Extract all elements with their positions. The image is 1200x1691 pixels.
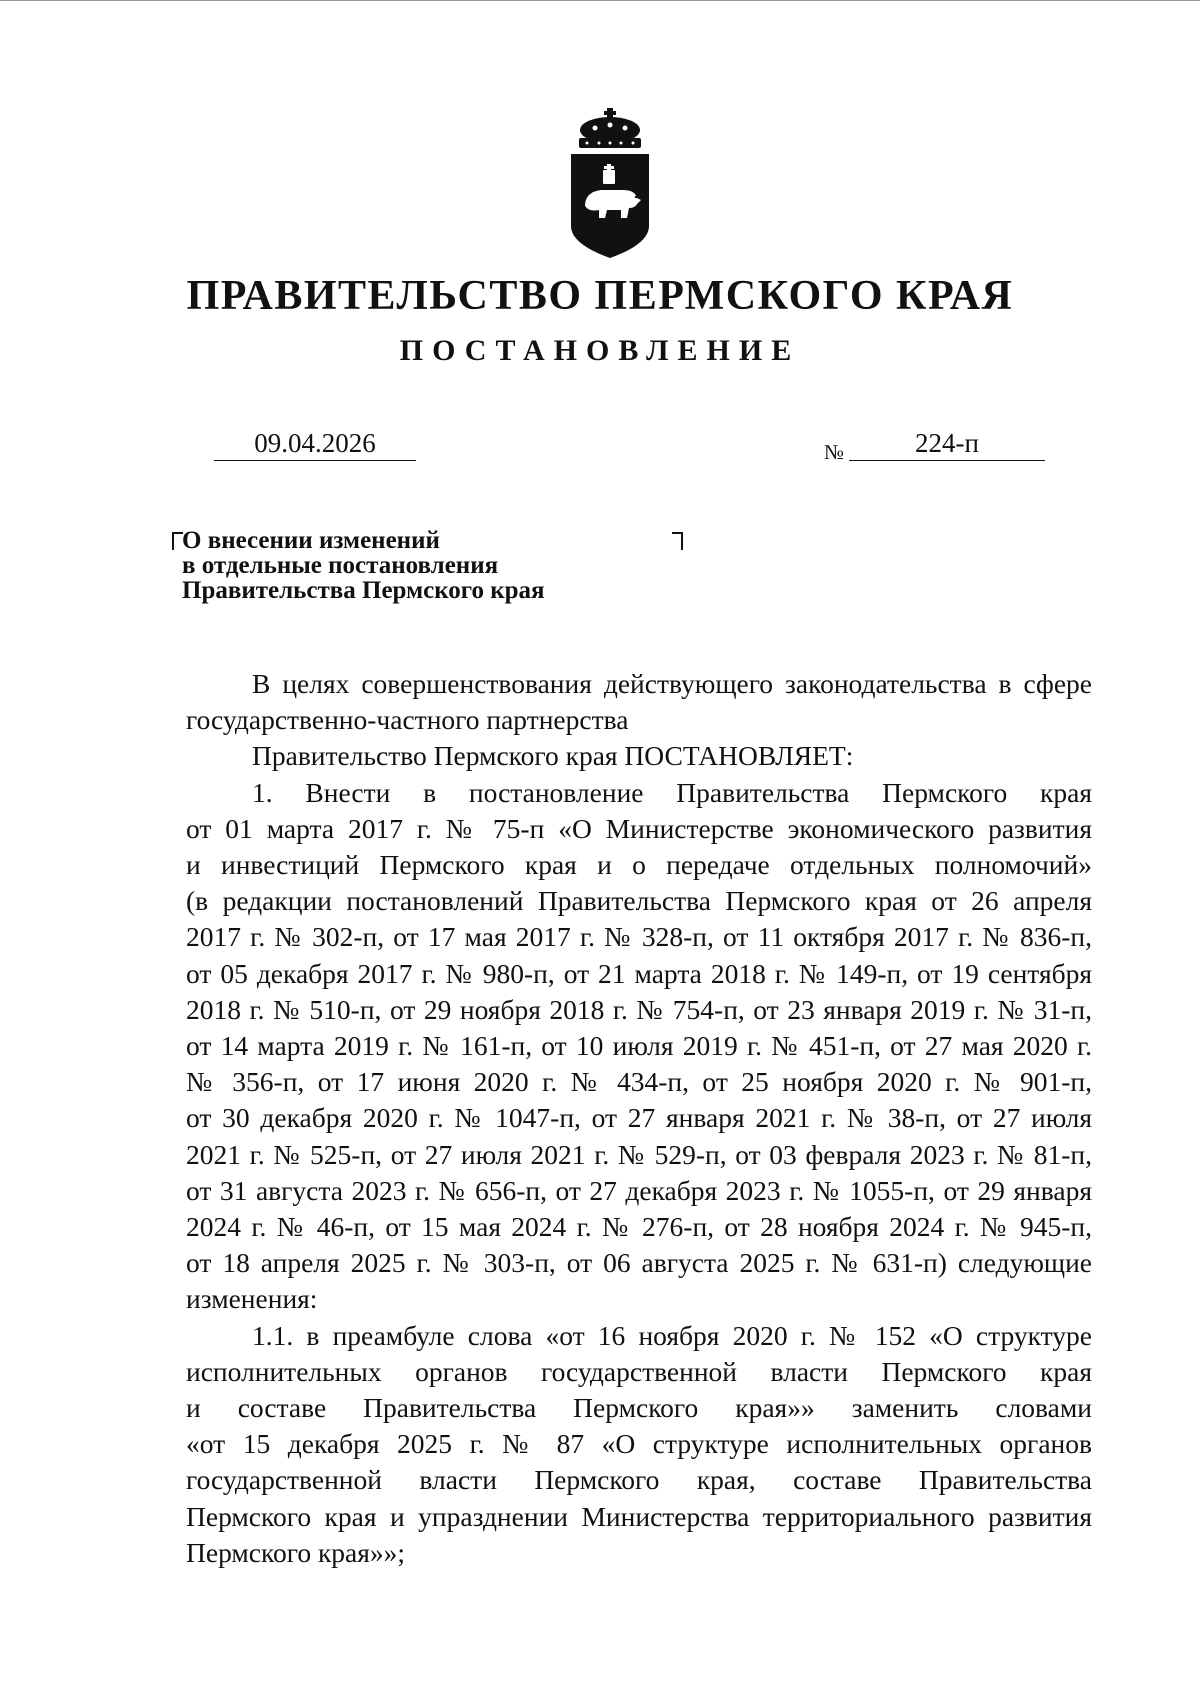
body-line: Правительство Пермского края ПОСТАНОВЛЯЕТ:: [252, 740, 854, 772]
page-top-edge: [0, 0, 1200, 1]
number-sign: №: [824, 440, 845, 464]
body-line: от 14 марта 2019 г. № 161-п, от 10 июля 2019 г. № 451-п, от 27 мая 2020 г.: [186, 1030, 1092, 1062]
document-subject: [182, 528, 662, 603]
subject-line: Правительства Пермского края: [182, 577, 545, 604]
body-line: и составе Правительства Пермского края»» заменить словами: [186, 1392, 1092, 1424]
body-line: от 31 августа 2023 г. № 656-п, от 27 декабря 2023 г. № 1055-п, от 29 января: [186, 1174, 1092, 1206]
body-line: 1. Внести в постановление Правительства Пермского края: [252, 776, 1092, 808]
subject-line: О внесении изменений: [182, 527, 440, 554]
body-line: от 01 марта 2017 г. № 75-п «О Министерстве экономического развития: [186, 812, 1092, 844]
body-line: 2018 г. № 510-п, от 29 ноября 2018 г. № 754-п, от 23 января 2019 г. № 31-п,: [186, 993, 1092, 1025]
body-line: изменения:: [186, 1283, 318, 1315]
body-line: государственной власти Пермского края, составе Правительства: [186, 1464, 1092, 1496]
subject-line: в отдельные постановления: [182, 552, 499, 579]
document-type-title: ПОСТАНОВЛЕНИЕ: [399, 334, 801, 367]
body-line: 2017 г. № 302-п, от 17 мая 2017 г. № 328-п, от 11 октября 2017 г. № 836-п,: [186, 921, 1092, 953]
body-line: Пермского края»»;: [186, 1536, 406, 1568]
body-line: от 18 апреля 2025 г. № 303-п, от 06 августа 2025 г. № 631-п) следующие: [186, 1247, 1092, 1279]
body-line: исполнительных органов государственной власти Пермского края: [186, 1355, 1092, 1387]
body-line: «от 15 декабря 2025 г. № 87 «О структуре исполнительных органов: [186, 1428, 1092, 1460]
body-line: 2021 г. № 525-п, от 27 июля 2021 г. № 529-п, от 03 февраля 2023 г. № 81-п,: [186, 1138, 1092, 1170]
body-line: № 356-п, от 17 июня 2020 г. № 434-п, от 25 ноября 2020 г. № 901-п,: [186, 1066, 1092, 1098]
body-line: и инвестиций Пермского края и о передаче отдельных полномочий»: [186, 849, 1092, 881]
subject-corner-right: [672, 532, 683, 550]
document-number: 224-п: [849, 428, 1045, 461]
government-title: ПРАВИТЕЛЬСТВО ПЕРМСКОГО КРАЯ: [186, 273, 1014, 319]
document-body: [186, 666, 1092, 1571]
body-line: от 05 декабря 2017 г. № 980-п, от 21 марта 2018 г. № 149-п, от 19 сентября: [186, 957, 1092, 989]
body-line: от 30 декабря 2020 г. № 1047-п, от 27 января 2021 г. № 38-п, от 27 июля: [186, 1102, 1092, 1134]
body-line: государственно-частного партнерства: [186, 704, 629, 736]
perm-krai-coat-of-arms: [565, 108, 655, 258]
document-date: 09.04.2026: [214, 428, 416, 461]
body-line: (в редакции постановлений Правительства Пермского края от 26 апреля: [186, 885, 1092, 917]
body-line: В целях совершенствования действующего законодательства в сфере: [252, 668, 1092, 699]
body-line: 2024 г. № 46-п, от 15 мая 2024 г. № 276-п, от 28 ноября 2024 г. № 945-п,: [186, 1211, 1092, 1243]
body-line: 1.1. в преамбуле слова «от 16 ноября 2020 г. № 152 «О структуре: [252, 1319, 1092, 1351]
body-line: Пермского края и упразднении Министерства территориального развития: [186, 1500, 1092, 1532]
